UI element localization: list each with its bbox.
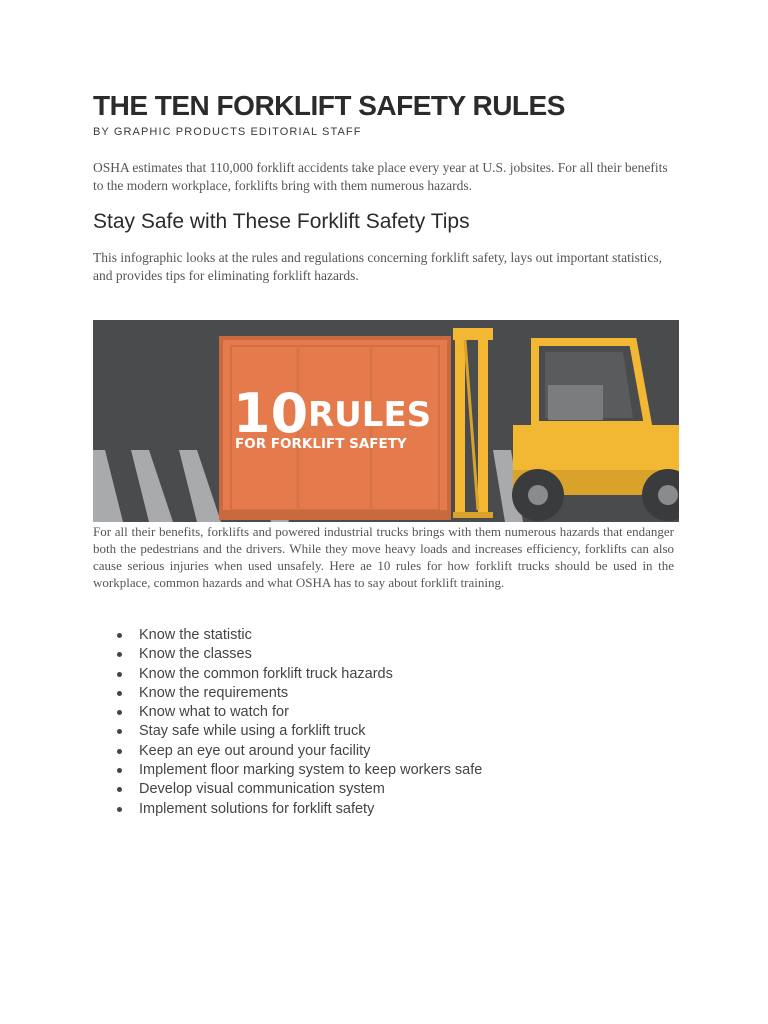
- bullet-icon: [117, 633, 122, 638]
- bullet-icon: [117, 710, 122, 715]
- list-item: [93, 780, 679, 799]
- rule-text: Stay safe while using a forklift truck: [139, 723, 366, 740]
- bullet-icon: [117, 768, 122, 773]
- list-item: [93, 645, 679, 664]
- rule-text: Know the common forklift truck hazards: [139, 665, 393, 682]
- bullet-icon: [117, 691, 122, 696]
- list-item: [93, 761, 679, 780]
- body-paragraph: For all their benefits, forklifts and powered industrial trucks brings with them numerous hazards that endanger both the pedestrians and the drivers. While they move heavy loads and increases efficiency, forklifts can also cause serious injuries when used unsafely. Here ae 10 rules for how forklift trucks should be used in the workplace, common hazards and what OSHA has to say about forklift training.: [93, 524, 674, 590]
- bullet-icon: [117, 807, 122, 812]
- rule-text: Know the statistic: [139, 627, 252, 643]
- byline: BY GRAPHIC PRODUCTS EDITORIAL STAFF: [93, 126, 362, 138]
- rule-text: Know the requirements: [139, 684, 289, 701]
- bullet-icon: [117, 672, 122, 677]
- list-item: [93, 626, 679, 645]
- rule-text: Implement floor marking system to keep workers safe: [139, 762, 483, 779]
- infographic-banner: [93, 320, 679, 522]
- rule-text: Implement solutions for forklift safety: [139, 800, 375, 817]
- intro-paragraph: OSHA estimates that 110,000 forklift accidents take place every year at U.S. jobsites. For all their benefits to the modern workplace, forklifts bring with them numerous hazards.: [93, 160, 668, 193]
- bullet-icon: [117, 787, 122, 792]
- banner-subtitle: FOR FORKLIFT SAFETY: [235, 436, 407, 452]
- bullet-icon: [117, 652, 122, 657]
- list-item: [93, 665, 679, 684]
- rule-text: Know what to watch for: [139, 704, 289, 721]
- section-heading: Stay Safe with These Forklift Safety Tips: [93, 210, 470, 233]
- list-item: [93, 722, 679, 741]
- list-item: [93, 703, 679, 722]
- banner-number: 10: [233, 382, 309, 445]
- description-paragraph: This infographic looks at the rules and regulations concerning forklift safety, lays out important statistics, and provides tips for eliminating forklift hazards.: [93, 250, 662, 283]
- list-item: [93, 742, 679, 761]
- rule-text: Keep an eye out around your facility: [139, 742, 371, 759]
- list-item: [93, 800, 679, 819]
- bullet-icon: [117, 749, 122, 754]
- bullet-icon: [117, 729, 122, 734]
- article-title: THE TEN FORKLIFT SAFETY RULES: [93, 90, 565, 121]
- rules-list: [93, 626, 679, 819]
- banner-word: RULES: [308, 395, 432, 435]
- list-item: [93, 684, 679, 703]
- rule-text: Know the classes: [139, 646, 252, 663]
- rule-text: Develop visual communication system: [139, 781, 385, 798]
